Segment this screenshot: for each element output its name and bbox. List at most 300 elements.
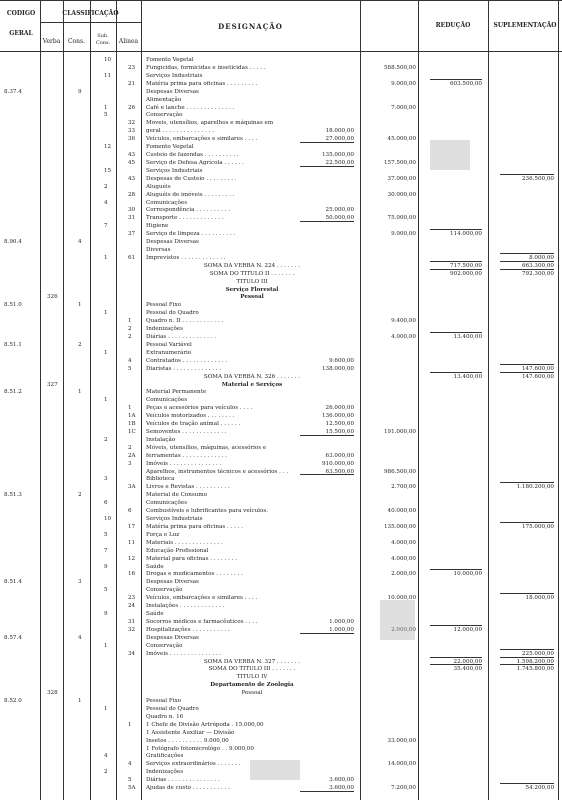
table-row [0, 309, 562, 317]
table-row [0, 713, 562, 721]
sum-rule [430, 372, 482, 373]
table-row [0, 428, 562, 436]
designacao-cell: Extranumerário [146, 349, 192, 356]
sum-rule [500, 593, 554, 594]
designacao-cell: Instalação [146, 436, 176, 443]
table-row [0, 412, 562, 420]
table-row [0, 634, 562, 642]
suplementacao-cell: 663.300,00 [521, 262, 554, 269]
designacao-heading-cell: Pessoal [240, 294, 264, 301]
suplementacao-cell: 175.000,00 [521, 523, 554, 530]
designacao-cell: Serviços Industriais [146, 516, 203, 522]
table-row [0, 460, 562, 468]
designacao-heading-cell: Pessoal [241, 690, 263, 697]
alinea-cell: 2 [128, 334, 132, 340]
top-rule [0, 0, 562, 1]
designacao-cell: Hospitalizações . . . . . . . . . . . [146, 626, 230, 633]
table-row [0, 381, 562, 389]
partial-amount-cell: 12.500,00 [325, 421, 354, 427]
partial-amount-cell: 26.000,00 [325, 405, 354, 412]
scan-smudge [380, 600, 415, 640]
partial-amount-cell: 1.000,00 [329, 626, 354, 633]
designacao-cell: Saúde [146, 611, 164, 617]
reducao-cell: 22.000,00 [453, 658, 482, 665]
table-row [0, 578, 562, 586]
sum-rule [500, 261, 554, 262]
table-row [0, 444, 562, 452]
consignacao-cell: 1 [78, 698, 82, 704]
designacao-cell: Pessoal Fixo [146, 698, 182, 704]
subtotal-cell: 75.000,00 [387, 215, 416, 222]
table-row [0, 689, 562, 697]
sum-rule [500, 482, 554, 483]
header-suplementacao: SUPLEMENTAÇÃO [493, 22, 557, 29]
partial-amount-cell: 15.500,00 [325, 429, 354, 435]
header-cons: Cons. [67, 38, 86, 45]
designacao-cell: Material Permanente [146, 389, 207, 396]
header-sub-cons: Cons. [95, 40, 111, 46]
table-row [0, 96, 562, 104]
header-rule [0, 51, 562, 52]
table-row [0, 602, 562, 610]
codigo-geral-cell: 8.90.4 [4, 239, 22, 245]
designacao-cell: Pessoal Variável [146, 341, 192, 348]
alinea-cell: 31 [128, 618, 136, 625]
designacao-cell: Contratados . . . . . . . . . . . . . [146, 357, 228, 364]
designacao-cell: 1 Fotógrafo fotomicrológo . . 9.000,00 [146, 745, 254, 752]
table-row [0, 665, 562, 673]
table-row [0, 396, 562, 404]
subconsignacao-cell: 6 [104, 500, 108, 507]
table-row [0, 278, 562, 286]
alinea-cell: 26 [128, 104, 136, 111]
consignacao-cell: 4 [78, 239, 82, 245]
designacao-cell: Pessoal do Quadro [146, 310, 199, 317]
designacao-cell: Diversas [146, 246, 171, 253]
alinea-cell: 17 [128, 523, 136, 530]
suplementacao-cell: 8.000,00 [529, 254, 554, 261]
designacao-heading-cell: Departamento de Zoologia [210, 682, 294, 689]
subtotal-cell: 157.500,00 [383, 159, 416, 166]
header-designacao: DESIGNAÇÃO [218, 22, 283, 31]
designacao-cell: Imóveis . . . . . . . . . . . . . . . [146, 460, 222, 467]
alinea-cell: 31 [128, 215, 136, 222]
subtotal-cell: 7.000,00 [391, 104, 416, 111]
subconsignacao-cell: 5 [104, 112, 108, 119]
alinea-cell: 4 [128, 357, 132, 364]
alinea-cell: 12 [128, 555, 136, 562]
alinea-cell: 1 [128, 318, 132, 325]
alinea-cell: 37 [128, 231, 136, 238]
designacao-cell: Aluguéis [146, 183, 171, 190]
alinea-cell: 11 [128, 539, 136, 546]
suplementacao-cell: 1.745.800,00 [516, 666, 554, 673]
alinea-cell: 32 [128, 626, 136, 633]
designacao-cell: Pessoal Fixo [146, 302, 182, 309]
subconsignacao-cell: 11 [104, 72, 112, 79]
table-row [0, 167, 562, 175]
subconsignacao-cell: 4 [104, 753, 108, 760]
suplementacao-cell: 792.300,00 [521, 270, 554, 277]
sum-rule [500, 364, 554, 365]
designacao-cell: Serviço de limpeza . . . . . . . . . . [146, 231, 236, 238]
table-row [0, 673, 562, 681]
subtotal-cell: 2.000,00 [391, 571, 416, 578]
partial-amount-cell: 136.000,00 [321, 413, 354, 420]
sum-rule [430, 569, 482, 570]
designacao-cell: Biblioteca [146, 476, 175, 483]
alinea-cell: 1 [128, 405, 132, 412]
subtotal-cell: 45.000,00 [387, 136, 416, 143]
partial-amount-cell: 3.600,00 [329, 777, 354, 784]
reducao-cell: 13.400,00 [453, 373, 482, 380]
designacao-heading-cell: Serviço Florestal [225, 286, 279, 293]
partial-amount-cell: 25.000,00 [325, 207, 354, 214]
table-row [0, 341, 562, 349]
table-row [0, 452, 562, 460]
alinea-cell: 61 [128, 254, 136, 261]
table-row [0, 507, 562, 515]
codigo-geral-cell: 8.51.1 [4, 341, 22, 348]
table-row [0, 626, 562, 634]
alinea-cell: 43 [128, 175, 136, 182]
alinea-cell: 2 [128, 326, 132, 333]
codigo-geral-cell: 8.37.4 [4, 88, 22, 95]
designacao-cell: Gratificações [146, 753, 184, 760]
suplementacao-cell: 18.000,00 [525, 595, 554, 602]
designacao-cell: Despesas Diversas [146, 88, 199, 95]
table-row [0, 436, 562, 444]
subtotal-cell: 986.500,00 [383, 468, 416, 475]
subconsignacao-cell: 1 [104, 254, 108, 261]
table-row [0, 373, 562, 381]
header-reducao: REDUÇÃO [435, 22, 471, 29]
designacao-heading-cell: SOMA DO TITULO III . . . . . . . [208, 666, 296, 673]
header-geral: GERAL [9, 30, 33, 37]
table-row [0, 547, 562, 555]
verba-cell: 326 [47, 294, 58, 301]
table-row [0, 531, 562, 539]
subconsignacao-cell: 15 [104, 167, 112, 174]
alinea-cell: 16 [128, 571, 136, 578]
designacao-cell: Instalações . . . . . . . . . . . . . [146, 603, 225, 610]
table-row [0, 214, 562, 222]
reducao-cell: 12.000,00 [453, 626, 482, 633]
designacao-cell: Educação Profissional [146, 547, 209, 554]
subtotal-rule [300, 791, 354, 792]
alinea-cell: 30 [128, 207, 136, 214]
subtotal-cell: 14.000,00 [387, 761, 416, 768]
table-row [0, 357, 562, 365]
codigo-geral-cell: 8.57.4 [4, 634, 22, 641]
sum-rule [500, 664, 554, 665]
sum-rule [500, 657, 554, 658]
table-row [0, 64, 562, 72]
subtotal-cell: 40.000,00 [387, 508, 416, 515]
designacao-cell: Moveis, utensílios, aparelhos e máquinas em [146, 120, 274, 127]
verba-cell: 327 [47, 381, 58, 388]
designacao-cell: Quadro n. 16 [146, 713, 184, 720]
alinea-cell: 32 [128, 120, 136, 127]
table-row [0, 499, 562, 507]
table-row [0, 183, 562, 191]
table-row [0, 539, 562, 547]
subconsignacao-cell: 12 [104, 144, 112, 151]
codigo-geral-cell: 8.51.2 [4, 389, 22, 396]
alinea-cell: 3 [128, 460, 132, 467]
subconsignacao-cell: 9 [104, 611, 108, 617]
alinea-cell: 2 [128, 444, 132, 451]
designacao-cell: Indenizações [146, 326, 184, 333]
designacao-cell: Comunicações [146, 500, 188, 507]
designacao-cell: Materiais . . . . . . . . . . . . . . [146, 539, 223, 546]
partial-amount-cell: 63.000,00 [325, 452, 354, 459]
subconsignacao-cell: 2 [104, 769, 108, 776]
partial-amount-cell: 3.600,00 [329, 785, 354, 792]
designacao-cell: Drogas e medicamentos . . . . . . . . [146, 571, 243, 578]
designacao-cell: Comunicações [146, 397, 188, 404]
table-row [0, 293, 562, 301]
reducao-cell: 902.000,00 [449, 270, 482, 277]
suplementacao-cell: 147.600,00 [521, 373, 554, 380]
table-row [0, 491, 562, 499]
table-row [0, 515, 562, 523]
designacao-cell: Insetos . . . . . . . . . . 9.000,00 [146, 737, 229, 744]
subconsignacao-cell: 9 [104, 563, 108, 570]
designacao-heading-cell: TITULO III [236, 278, 268, 285]
designacao-cell: Correspondência . . . . . . . . . . [146, 207, 231, 214]
designacao-heading-cell: SOMA DA VERBA N. 327 . . . . . . . [203, 658, 301, 665]
designacao-cell: Diaristas . . . . . . . . . . . . . . [146, 365, 222, 372]
subconsignacao-cell: 5 [104, 531, 108, 538]
table-row [0, 127, 562, 135]
partial-amount-cell: 63.500,00 [325, 468, 354, 475]
suplementacao-cell: 1.180.200,00 [516, 484, 554, 491]
table-row [0, 610, 562, 618]
designacao-cell: Material para oficinas . . . . . . . . [146, 555, 237, 562]
alinea-cell: 4 [128, 761, 132, 768]
subconsignacao-cell: 1 [104, 310, 108, 317]
table-row [0, 388, 562, 396]
consignacao-cell: 1 [78, 302, 82, 309]
designacao-cell: Serviço de Defesa Agrícola . . . . . . [146, 159, 244, 166]
sum-rule [500, 174, 554, 175]
table-row [0, 349, 562, 357]
designacao-cell: Livros e Revistas . . . . . . . . . . [146, 484, 230, 491]
table-row [0, 191, 562, 199]
table-row [0, 199, 562, 207]
table-row [0, 151, 562, 159]
designacao-cell: 1 Assistente Auxiliar — Divisão [146, 729, 235, 736]
designacao-cell: Combustíveis e lubrificantes para veículos. [146, 508, 268, 515]
partial-amount-cell: 50.000,00 [325, 215, 354, 222]
designacao-cell: Socorros médicos e farmacêuticos . . . . [146, 618, 258, 625]
designacao-cell: Despesas de Custeio . . . . . . . . . [146, 175, 237, 182]
designacao-cell: Aparelhos, instrumentos técnicos e acessórios . . . [146, 468, 288, 475]
table-row [0, 175, 562, 183]
table-row [0, 570, 562, 578]
table-row [0, 404, 562, 412]
sum-rule [430, 269, 482, 270]
table-row [0, 555, 562, 563]
alinea-cell: 1A [128, 413, 136, 420]
table-row [0, 681, 562, 689]
partial-amount-cell: 138.000,00 [321, 365, 354, 372]
designacao-cell: Imprevistos . . . . . . . . . . . . . [146, 254, 226, 261]
designacao-cell: Material de Consumo [146, 492, 208, 499]
alinea-cell: 23 [128, 595, 136, 602]
codigo-geral-cell: 8.51.3 [4, 492, 22, 499]
table-row [0, 119, 562, 127]
alinea-cell: 1B [128, 421, 136, 427]
partial-amount-cell: 18.000,00 [325, 128, 354, 135]
designacao-cell: geral . . . . . . . . . . . . . . . [146, 128, 215, 135]
table-row [0, 475, 562, 483]
designacao-cell: Veículos, embarcações e similares . . . . [146, 136, 258, 143]
designacao-cell: Força e Luz [146, 531, 180, 538]
alinea-cell: 28 [128, 191, 136, 198]
designacao-cell: ferramentas . . . . . . . . . . . . . [146, 452, 227, 459]
table-row [0, 586, 562, 594]
header-verba: Verba [42, 38, 61, 45]
alinea-cell: 45 [128, 159, 136, 166]
reducao-cell: 13.400,00 [453, 334, 482, 340]
designacao-cell: Transporte . . . . . . . . . . . . . [146, 215, 224, 222]
table-row [0, 270, 562, 278]
table-row [0, 697, 562, 705]
suplementacao-cell: 1.598.200,00 [516, 658, 554, 665]
table-row [0, 483, 562, 491]
designacao-cell: Higiene [146, 223, 169, 230]
designacao-cell: Matéria prima para oficinas . . . . . [146, 523, 243, 530]
designacao-cell: Saúde [146, 563, 164, 570]
designacao-cell: Ajudas de custo . . . . . . . . . . . [146, 785, 230, 792]
table-row [0, 420, 562, 428]
designacao-cell: Custeio de fazendas . . . . . . . . . . [146, 152, 239, 158]
reducao-cell: 35.400,00 [453, 666, 482, 673]
designacao-cell: Indenizações [146, 769, 184, 776]
partial-amount-cell: 135.000,00 [321, 152, 354, 158]
designacao-cell: Veículos motorizados . . . . . . . . [146, 413, 235, 420]
classificacao-rule [40, 22, 141, 23]
table-row [0, 301, 562, 309]
sum-rule [500, 253, 554, 254]
verba-cell: 328 [47, 690, 58, 697]
designacao-cell: Diárias . . . . . . . . . . . . . . . [146, 777, 220, 784]
subconsignacao-cell: 2 [104, 436, 108, 443]
sum-rule [430, 664, 482, 665]
consignacao-cell: 9 [78, 88, 82, 95]
table-row [0, 143, 562, 151]
subtotal-cell: 4.000,00 [391, 539, 416, 546]
table-row [0, 705, 562, 713]
consignacao-cell: 3 [78, 579, 82, 586]
designacao-cell: Veículos, embarcações e similares . . . . [146, 595, 258, 602]
designacao-heading-cell: SOMA DO TITULO II . . . . . . . [209, 270, 295, 277]
designacao-cell: Alimentação [146, 96, 182, 103]
alinea-cell: 43 [128, 152, 136, 158]
scan-smudge [430, 140, 470, 170]
partial-amount-cell: 27.000,00 [325, 136, 354, 143]
alinea-cell: 33 [128, 128, 136, 135]
consignacao-cell: 4 [78, 634, 82, 641]
subconsignacao-cell: 10 [104, 516, 112, 522]
subtotal-cell: 30.000,00 [387, 191, 416, 198]
alinea-cell: 34 [128, 650, 136, 657]
table-row [0, 246, 562, 254]
designacao-cell: Pessoal do Quadro [146, 705, 199, 712]
table-row [0, 286, 562, 294]
reducao-cell: 10.000,00 [453, 571, 482, 578]
consignacao-cell: 1 [78, 389, 82, 396]
subconsignacao-cell: 1 [104, 642, 108, 649]
header-sub: Sub. [97, 33, 109, 39]
subconsignacao-cell: 4 [104, 199, 108, 206]
reducao-cell: 603.500,00 [449, 80, 482, 87]
suplementacao-cell: 147.600,00 [521, 365, 554, 372]
alinea-cell: 1C [128, 429, 136, 435]
subconsignacao-cell: 1 [104, 705, 108, 712]
sum-rule [500, 372, 554, 373]
subtotal-cell: 37.000,00 [387, 175, 416, 182]
header-codigo: CODIGO [6, 10, 36, 17]
suplementacao-cell: 225.000,00 [521, 650, 554, 657]
designacao-heading-cell: SOMA DA VERBA N. 326 . . . . . . . [203, 373, 301, 380]
designacao-cell: Despesas Diversas [146, 579, 199, 586]
table-row [0, 594, 562, 602]
subconsignacao-cell: 10 [104, 57, 112, 63]
designacao-heading-cell: SOMA DA VERBA N. 224 . . . . . . . [203, 262, 301, 269]
subconsignacao-cell: 5 [104, 587, 108, 594]
alinea-cell: 36 [128, 136, 136, 143]
designacao-cell: Quadro n. II . . . . . . . . . . . . [146, 318, 224, 325]
codigo-geral-cell: 8.51.4 [4, 579, 22, 586]
sum-rule [500, 649, 554, 650]
suplementacao-cell: 54.200,00 [525, 785, 554, 792]
designacao-cell: Conservação [146, 112, 183, 119]
sum-rule [500, 783, 554, 784]
table-row [0, 56, 562, 64]
alinea-cell: 21 [128, 80, 136, 87]
table-row [0, 784, 562, 792]
table-row [0, 159, 562, 167]
designacao-cell: Despesas Diversas [146, 239, 199, 245]
alinea-cell: 6 [128, 508, 132, 515]
table-row [0, 88, 562, 96]
header-classificacao: CLASSIFICAÇÃO [62, 10, 119, 17]
sum-rule [430, 229, 482, 230]
table-row [0, 230, 562, 238]
designacao-cell: Fungicidas, formicidas e inseticidas . . . . . [146, 64, 266, 71]
table-row [0, 468, 562, 476]
partial-amount-cell: 9.600,00 [329, 357, 354, 364]
subtotal-cell: 7.200,00 [391, 785, 416, 792]
subtotal-cell: 10.000,00 [387, 595, 416, 602]
designacao-cell: Fomento Vegetal [146, 144, 194, 151]
subtotal-cell: 135.000,00 [383, 523, 416, 530]
designacao-cell: Serviços Industriais [146, 167, 203, 174]
reducao-cell: 717.500,00 [449, 262, 482, 269]
table-row [0, 729, 562, 737]
designacao-cell: Móveis, utensílios, máquinas, acessórios e [146, 444, 267, 451]
alinea-cell: 5 [128, 365, 132, 372]
subconsignacao-cell: 1 [104, 349, 108, 356]
designacao-heading-cell: TITULO IV [236, 674, 268, 681]
designacao-cell: Veículos de tração animal . . . . . . [146, 421, 241, 427]
subconsignacao-cell: 3 [104, 476, 108, 483]
designacao-heading-cell: Material e Serviços [221, 381, 283, 388]
designacao-cell: Imóveis . . . . . . . . . . . . . . . [146, 650, 222, 657]
